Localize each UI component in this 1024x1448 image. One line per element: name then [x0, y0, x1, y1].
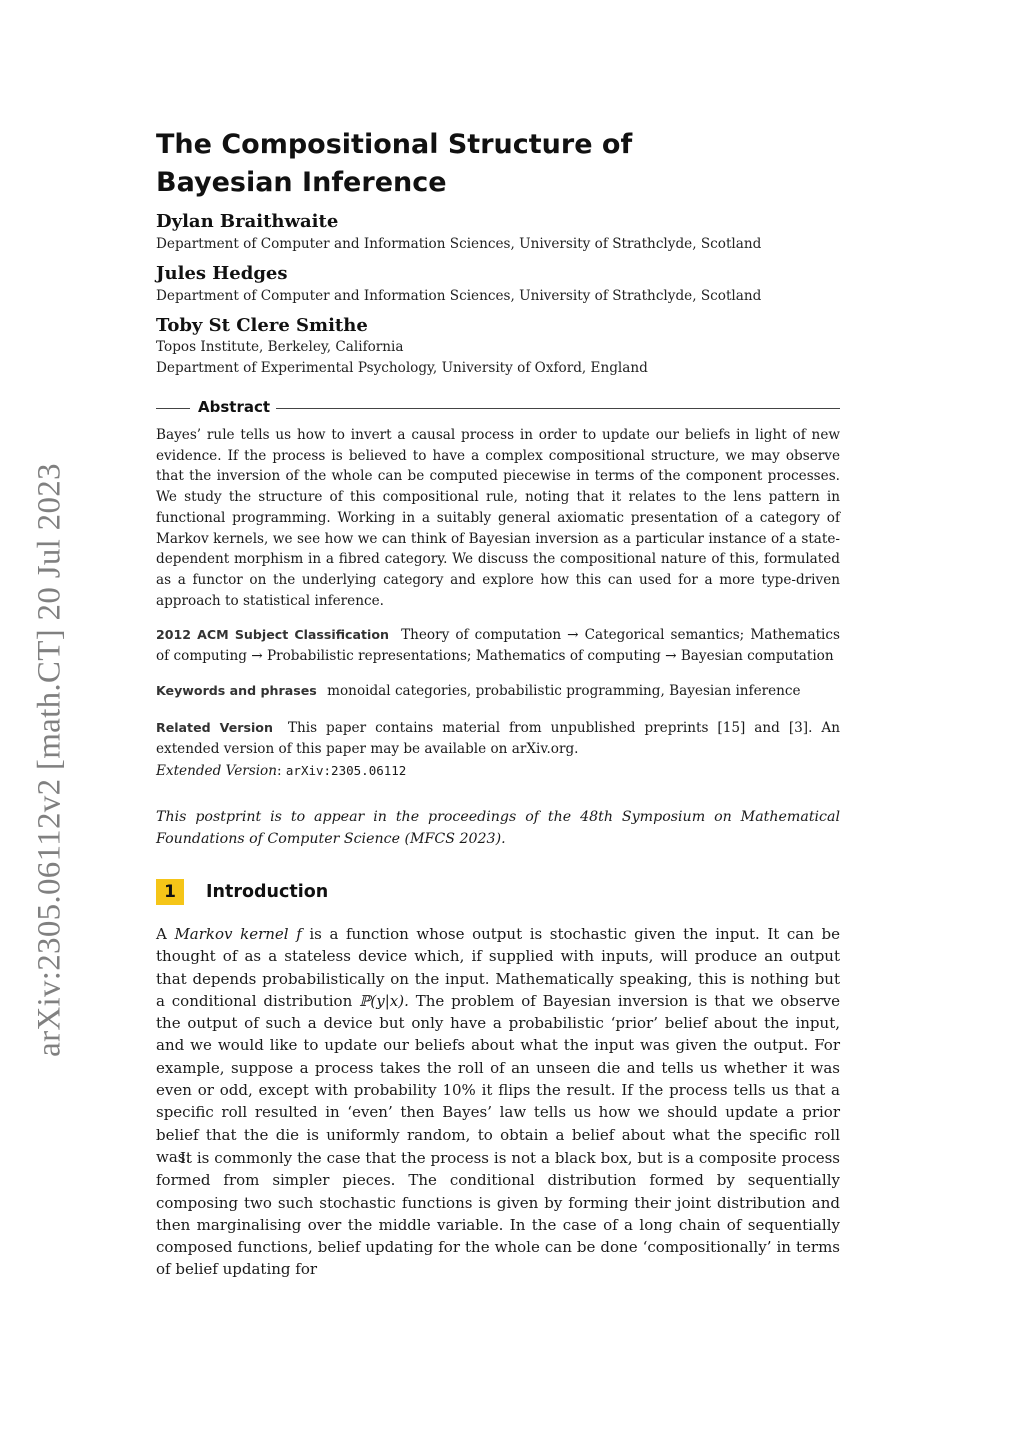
keywords-label: Keywords and phrases	[156, 683, 317, 698]
intro-formula: ℙ(y|x).	[359, 991, 409, 1010]
author-affiliation: Department of Experimental Psychology, University of Oxford, England	[156, 360, 648, 376]
extended-version-label: Extended Version	[156, 763, 277, 779]
author-affiliation: Department of Computer and Information Sciences, University of Strathclyde, Scotland	[156, 236, 762, 252]
arxiv-watermark	[20, 440, 80, 1080]
extended-version-link[interactable]: arXiv:2305.06112	[285, 763, 407, 778]
intro-term: Markov kernel f	[174, 925, 302, 943]
author-affiliation: Topos Institute, Berkeley, California	[156, 339, 404, 355]
related-label: Related Version	[156, 720, 273, 735]
author-name: Dylan Braithwaite	[156, 211, 339, 232]
intro-text: The problem of Bayesian inversion is that we observe the output of such a device but only have a probabilistic ‘prior’ belief about the input, and we would like to update our beliefs about what the input was given the output. For example, suppose a process takes the roll of an unseen die and tells us whether it was even or odd, except with probability 10% it flips the result. If the process tells us that a specific roll resulted in ‘even’ then Bayes’ law tells us how we should update a prior belief that the die is uniformly random, to obtain a belief about what the specific roll was.	[156, 991, 840, 1166]
divider	[276, 408, 840, 409]
acm-classification	[156, 624, 840, 667]
intro-paragraph: It is commonly the case that the process is not a black box, but is a composite process formed from simpler pieces. The conditional distribution formed by sequentially composing two such stochastic functions is given by forming their joint distribution and then marginalising over the middle variable. In the case of a long chain of sequentially composed functions, belief updating for the whole can be done ‘compositionally’ in terms of belief updating for	[156, 1149, 840, 1279]
abstract-heading	[156, 398, 840, 418]
acm-text: Theory of computation → Categorical semantics; Mathematics of computing → Probabilistic representations; Mathematics of computing → Bayesian computation	[156, 627, 840, 664]
related-text: This paper contains material from unpublished preprints [15] and [3]. An extended version of this paper may be available on arXiv.org.	[156, 720, 840, 757]
keywords-text: monoidal categories, probabilistic programming, Bayesian inference	[327, 683, 801, 699]
abstract-text: Bayes’ rule tells us how to invert a causal process in order to update our beliefs in light of new evidence. If the process is believed to have a complex compositional structure, we may observe that the inversion of the whole can be computed piecewise in terms of the component processes. We study the structure of this compositional rule, noting that it relates to the lens pattern in functional programming. Working in a suitably general axiomatic presentation of a category of Markov kernels, we see how we can think of Bayesian inversion as a particular instance of a state-dependent morphism in a fibred category. We discuss the compositional nature of this, formulated as a functor on the underlying category and explore how this can used for a more type-driven approach to statistical inference.	[156, 427, 840, 609]
intro-paragraph	[156, 923, 840, 1168]
section-title: Introduction	[206, 882, 329, 902]
postprint-note: This postprint is to appear in the proceedings of the 48th Symposium on Mathematical Foundations of Computer Science (MFCS 2023).	[156, 809, 840, 847]
keywords	[156, 680, 840, 702]
author-affiliation: Department of Computer and Information Sciences, University of Strathclyde, Scotland	[156, 288, 762, 304]
abstract-label: Abstract	[198, 398, 271, 416]
author-name: Toby St Clere Smithe	[156, 315, 368, 336]
divider	[156, 408, 190, 409]
related-version: Related Version This paper contains material from unpublished preprints [15] and [3]. An extended version of this paper may be available on arXiv.org. Extended Version: arXiv:2305.06112	[156, 720, 840, 779]
arxiv-identifier: arXiv:2305.06112v2 [math.CT] 20 Jul 2023	[31, 463, 68, 1057]
section-number: 1	[156, 879, 184, 905]
author-name: Jules Hedges	[156, 263, 288, 284]
paper-title: The Compositional Structure of Bayesian Inference	[156, 129, 633, 198]
intro-text: A	[156, 925, 167, 943]
intro-text: is a function whose output is stochastic given the input. It can be thought of as a stateless device which, if supplied with inputs, will produce an output that depends probabilistically on the input. Mathematically speaking, this is nothing but a conditional distribution	[156, 925, 840, 1010]
acm-label: 2012 ACM Subject Classification	[156, 627, 389, 642]
